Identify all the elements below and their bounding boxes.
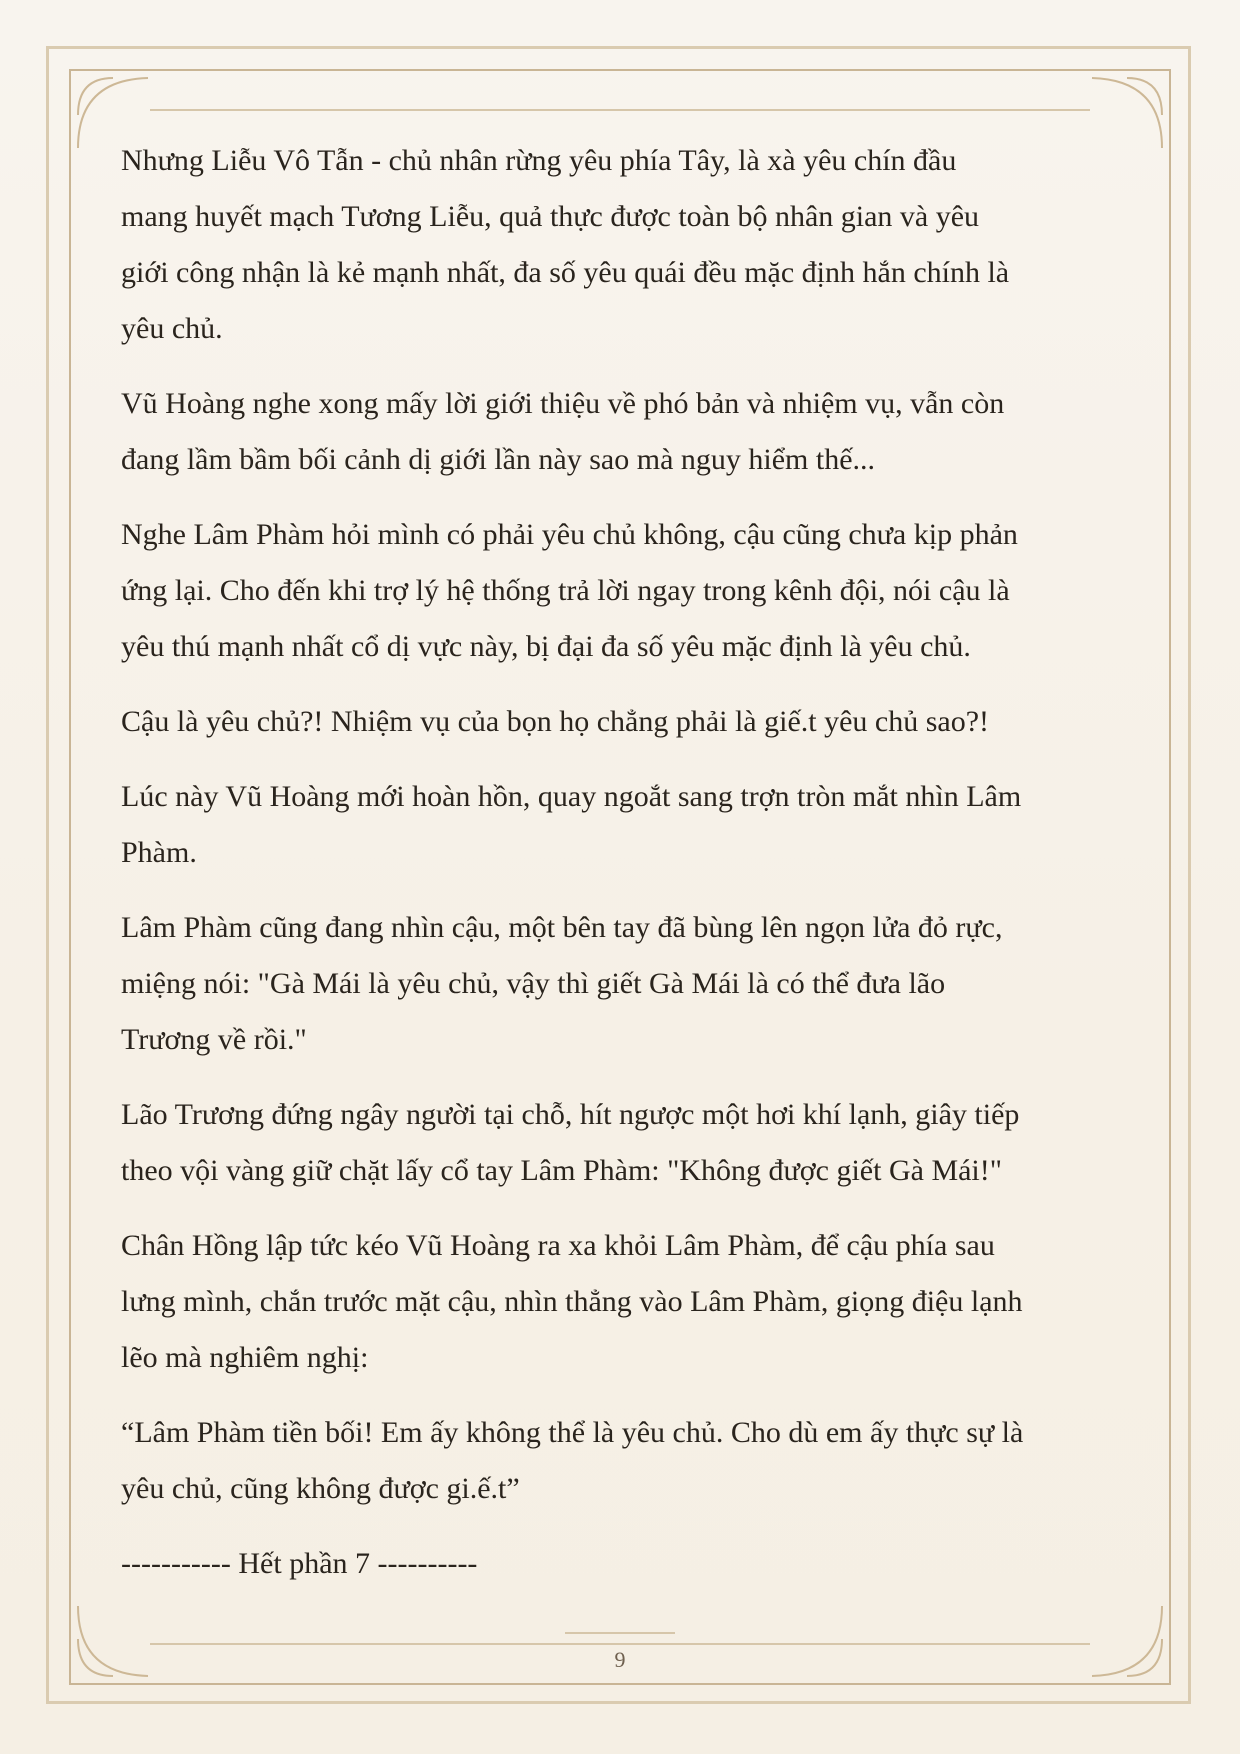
header-divider (150, 109, 1090, 111)
text-line: theo vội vàng giữ chặt lấy cổ tay Lâm Phàm: "Không được giết Gà Mái!" (121, 1154, 1003, 1187)
paragraph (121, 1087, 1121, 1199)
paragraph (121, 376, 1121, 488)
text-line: Nhưng Liễu Vô Tẫn - chủ nhân rừng yêu phía Tây, là xà yêu chín đầu (121, 144, 957, 177)
text-line: “Lâm Phàm tiền bối! Em ấy không thể là yêu chủ. Cho dù em ấy thực sự là (121, 1416, 1024, 1449)
text-line: yêu thú mạnh nhất cổ dị vực này, bị đại đa số yêu mặc định là yêu chủ. (121, 630, 971, 663)
text-line: yêu chủ, cũng không được gi.ế.t” (121, 1472, 520, 1505)
footer-divider (150, 1643, 1090, 1645)
paragraph (121, 694, 1121, 750)
text-line: Nghe Lâm Phàm hỏi mình có phải yêu chủ không, cậu cũng chưa kịp phản (121, 518, 1018, 551)
text-line: Lão Trương đứng ngây người tại chỗ, hít ngược một hơi khí lạnh, giây tiếp (121, 1098, 1020, 1131)
text-line: Cậu là yêu chủ?! Nhiệm vụ của bọn họ chẳng phải là giế.t yêu chủ sao?! (121, 705, 990, 738)
paragraph (121, 1405, 1121, 1517)
text-line: yêu chủ. (121, 312, 223, 345)
text-line: lưng mình, chắn trước mặt cậu, nhìn thẳng vào Lâm Phàm, giọng điệu lạnh (121, 1285, 1023, 1318)
text-line: Vũ Hoàng nghe xong mấy lời giới thiệu về phó bản và nhiệm vụ, vẫn còn (121, 387, 1005, 420)
text-line: Lúc này Vũ Hoàng mới hoàn hồn, quay ngoắt sang trợn tròn mắt nhìn Lâm (121, 780, 1022, 813)
paragraph (121, 1218, 1121, 1386)
footer-ornament-line (565, 1632, 675, 1634)
text-line: đang lầm bầm bối cảnh dị giới lần này sao mà nguy hiểm thế... (121, 443, 876, 476)
paragraph (121, 769, 1121, 881)
paragraph (121, 133, 1121, 357)
text-line: Trương về rồi." (121, 1023, 307, 1056)
paragraph (121, 507, 1121, 675)
text-line: Phàm. (121, 836, 197, 869)
document-body (121, 133, 1121, 1592)
text-line: giới công nhận là kẻ mạnh nhất, đa số yêu quái đều mặc định hắn chính là (121, 256, 1010, 289)
text-line: Chân Hồng lập tức kéo Vũ Hoàng ra xa khỏi Lâm Phàm, để cậu phía sau (121, 1229, 995, 1262)
text-line: lẽo mà nghiêm nghị: (121, 1341, 369, 1374)
text-line: ứng lại. Cho đến khi trợ lý hệ thống trả lời ngay trong kênh đội, nói cậu là (121, 574, 1010, 607)
chapter-end-marker: ----------- Hết phần 7 ---------- (121, 1547, 478, 1580)
text-line: mang huyết mạch Tương Liễu, quả thực được toàn bộ nhân gian và yêu (121, 200, 980, 233)
text-line: Lâm Phàm cũng đang nhìn cậu, một bên tay đã bùng lên ngọn lửa đỏ rực, (121, 911, 1003, 944)
page-number: 9 (614, 1647, 626, 1672)
paragraph (121, 900, 1121, 1068)
text-line: miệng nói: "Gà Mái là yêu chủ, vậy thì giết Gà Mái là có thể đưa lão (121, 967, 946, 1000)
